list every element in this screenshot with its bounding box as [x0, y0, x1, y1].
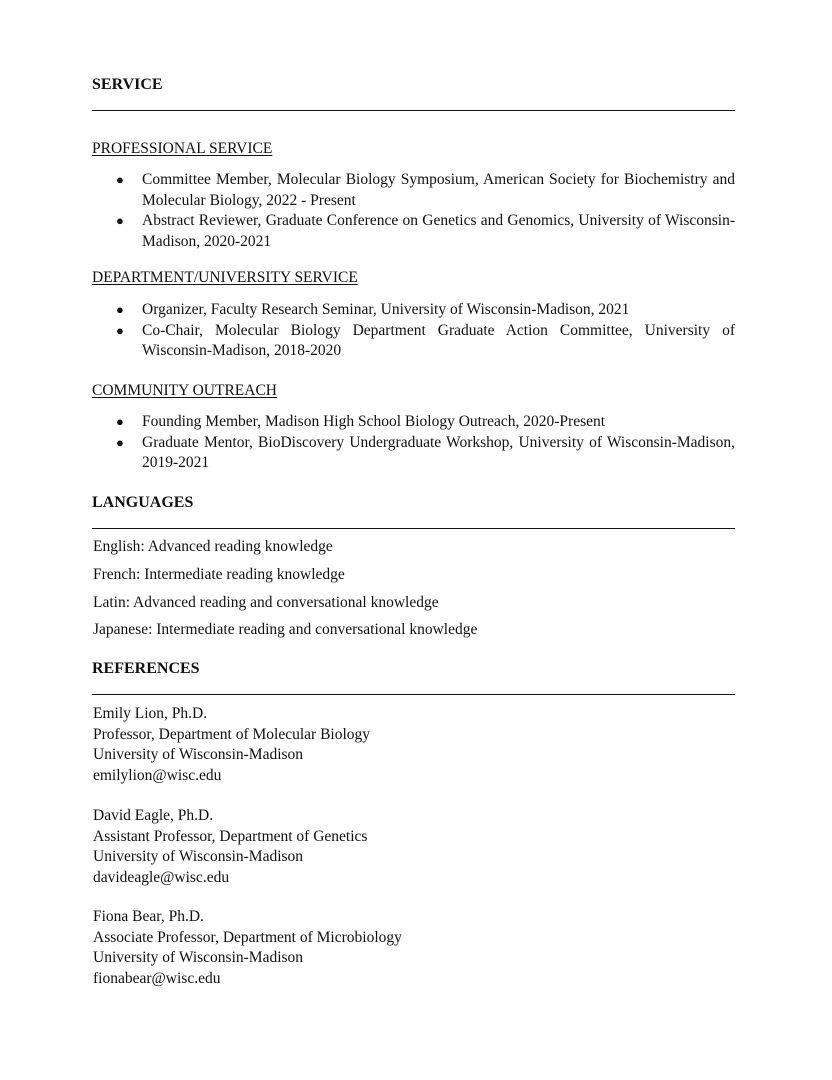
language-item: English: Advanced reading knowledge — [93, 538, 333, 555]
language-item: French: Intermediate reading knowledge — [93, 566, 345, 583]
reference-entry — [93, 806, 367, 888]
reference-email: fionabear@wisc.edu — [93, 969, 221, 987]
professional-service-title: PROFESSIONAL SERVICE — [92, 140, 273, 157]
list-item-text: Graduate Mentor, BioDiscovery Undergraduate Workshop, University of Wisconsin-Madison, 2019-2021 — [142, 433, 735, 471]
reference-name: Emily Lion, Ph.D. — [93, 705, 208, 722]
list-item — [92, 412, 735, 433]
list-item — [92, 300, 735, 321]
bullet-icon: ● — [116, 322, 124, 338]
languages-heading: LANGUAGES — [92, 494, 194, 511]
reference-email: davideagle@wisc.edu — [93, 868, 230, 886]
list-item — [92, 321, 735, 362]
reference-name: Fiona Bear, Ph.D. — [93, 908, 204, 925]
list-item — [92, 433, 735, 474]
bullet-icon: ● — [116, 414, 124, 429]
service-heading: SERVICE — [92, 76, 163, 93]
reference-title: Associate Professor, Department of Microbiology — [93, 928, 402, 946]
languages-divider — [92, 528, 735, 529]
professional-service-list — [92, 170, 735, 252]
list-item-text: Founding Member, Madison High School Biology Outreach, 2020-Present — [142, 413, 606, 430]
bullet-icon: ● — [116, 213, 124, 228]
list-item-text: Co-Chair, Molecular Biology Department Graduate Action Committee, University of Wisconsin-Madison, 2018-2020 — [142, 321, 735, 359]
community-outreach-list — [92, 412, 735, 474]
language-item: Latin: Advanced reading and conversational knowledge — [93, 594, 439, 611]
bullet-icon: ● — [116, 434, 124, 450]
list-item-text: Organizer, Faculty Research Seminar, University of Wisconsin-Madison, 2021 — [142, 301, 630, 318]
department-service-list — [92, 300, 735, 362]
bullet-icon: ● — [116, 302, 124, 317]
references-heading: REFERENCES — [92, 660, 200, 677]
references-divider — [92, 694, 735, 695]
reference-title: Professor, Department of Molecular Biology — [93, 725, 371, 743]
reference-institution: University of Wisconsin-Madison — [93, 949, 304, 966]
reference-institution: University of Wisconsin-Madison — [93, 848, 304, 865]
reference-email: emilylion@wisc.edu — [93, 766, 222, 784]
list-item — [92, 211, 735, 252]
reference-entry — [93, 907, 402, 989]
list-item-text: Abstract Reviewer, Graduate Conference on Genetics and Genomics, University of Wisconsin-Madison, 2020-2021 — [142, 212, 735, 250]
list-item-text: Committee Member, Molecular Biology Symposium, American Society for Biochemistry and Molecular Biology, 2022 - Present — [142, 171, 735, 209]
community-outreach-title: COMMUNITY OUTREACH — [92, 382, 277, 399]
reference-entry — [93, 704, 370, 786]
department-service-title: DEPARTMENT/UNIVERSITY SERVICE — [92, 269, 358, 286]
language-item: Japanese: Intermediate reading and conversational knowledge — [93, 621, 478, 638]
service-divider — [92, 110, 735, 111]
bullet-icon: ● — [116, 172, 124, 187]
reference-name: David Eagle, Ph.D. — [93, 807, 214, 824]
reference-title: Assistant Professor, Department of Genetics — [93, 827, 368, 845]
list-item — [92, 170, 735, 211]
reference-institution: University of Wisconsin-Madison — [93, 746, 304, 763]
